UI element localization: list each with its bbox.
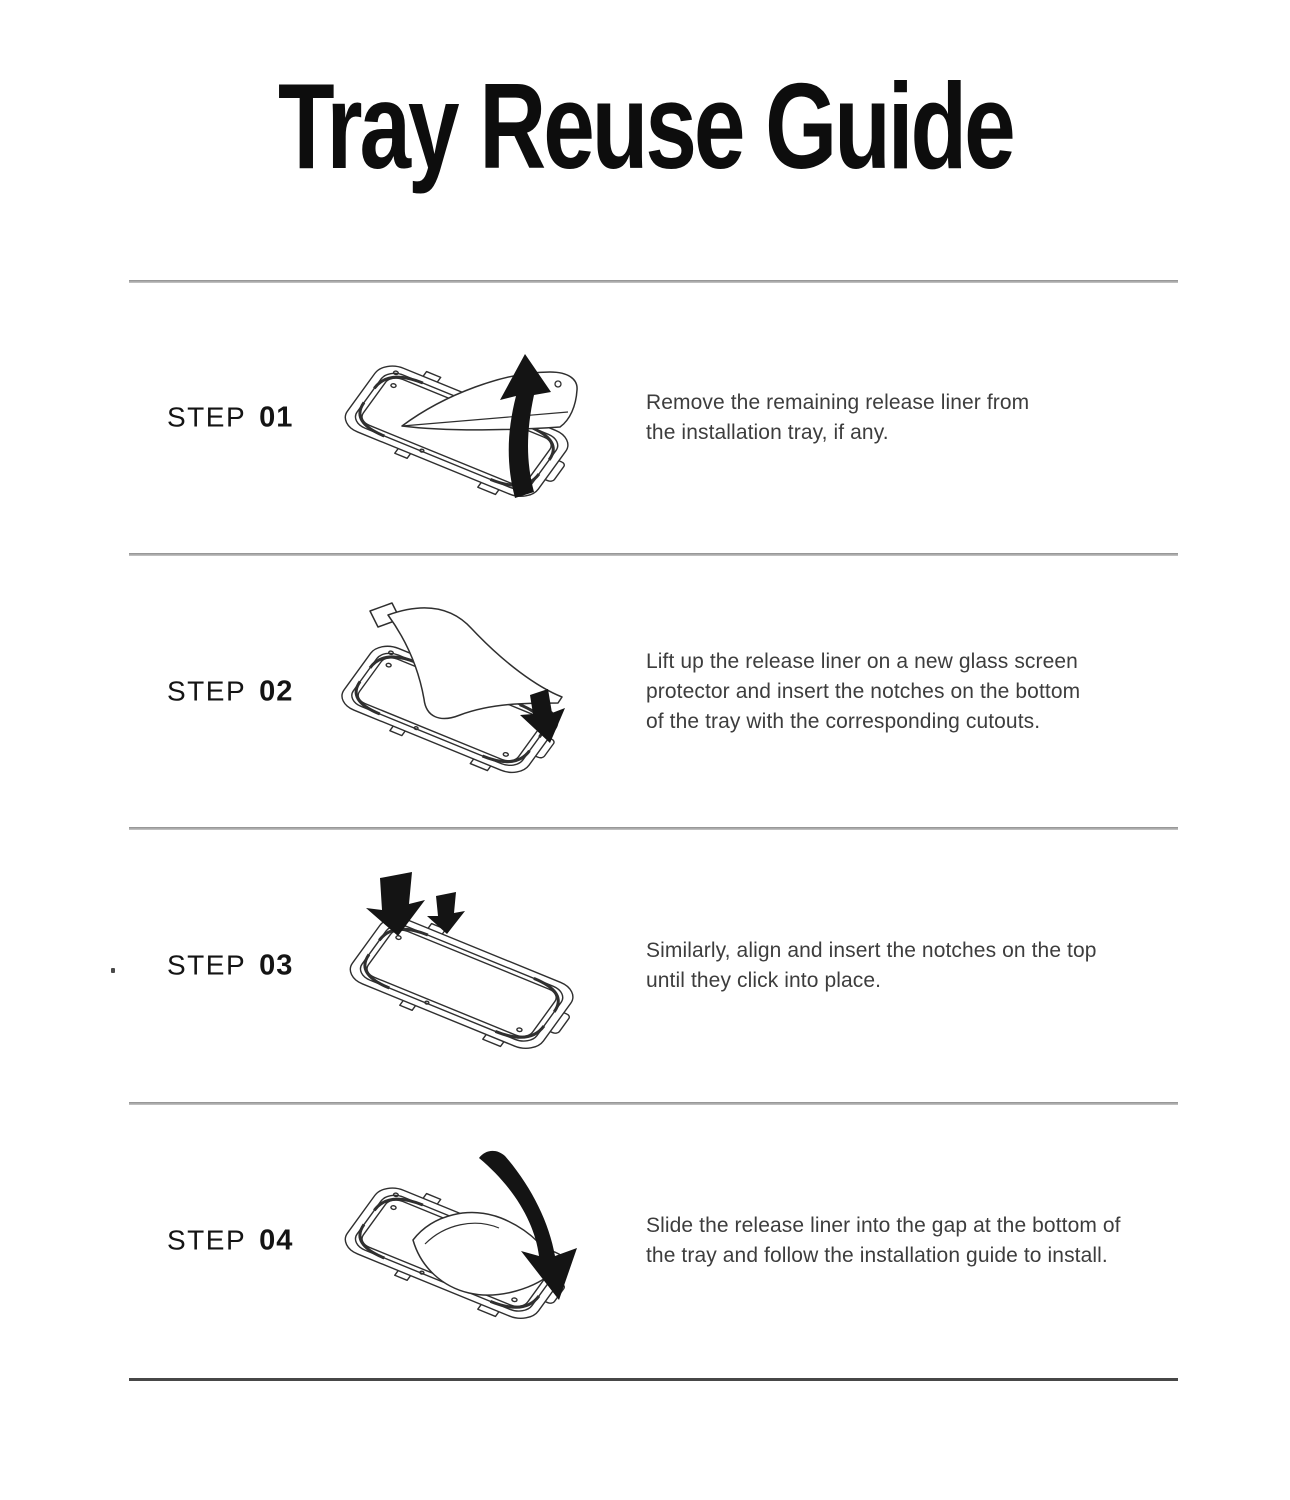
step-04-description: Slide the release liner into the gap at the bottom of the tray and follow the installation guide to install. — [646, 1214, 1121, 1267]
step-row-01 — [0, 283, 1290, 553]
step-04-label: STEP 04 — [167, 1224, 294, 1257]
step-02-description: Lift up the release liner on a new glass screen protector and insert the notches on the bottom of the tray with the corresponding cutouts. — [646, 650, 1081, 733]
step-03-illustration — [328, 868, 598, 1063]
step-04-illustration — [333, 1148, 598, 1330]
divider-bottom — [129, 1378, 1178, 1381]
step-01-description: Remove the remaining release liner from the installation tray, if any. — [646, 391, 1030, 444]
step-02-label: STEP 02 — [167, 675, 294, 708]
page-title: Tray Reuse Guide — [277, 58, 1013, 194]
step-row-04 — [0, 1104, 1290, 1378]
step-03-label: STEP 03 — [167, 949, 294, 981]
step-01-illustration — [330, 332, 590, 502]
step-02-illustration — [332, 599, 587, 784]
step-row-02 — [0, 555, 1290, 829]
step-03-description: Similarly, align and insert the notches on the top until they click into place. — [646, 938, 1097, 992]
step-row-03 — [0, 829, 1290, 1102]
step-01-label: STEP 01 — [167, 401, 294, 434]
